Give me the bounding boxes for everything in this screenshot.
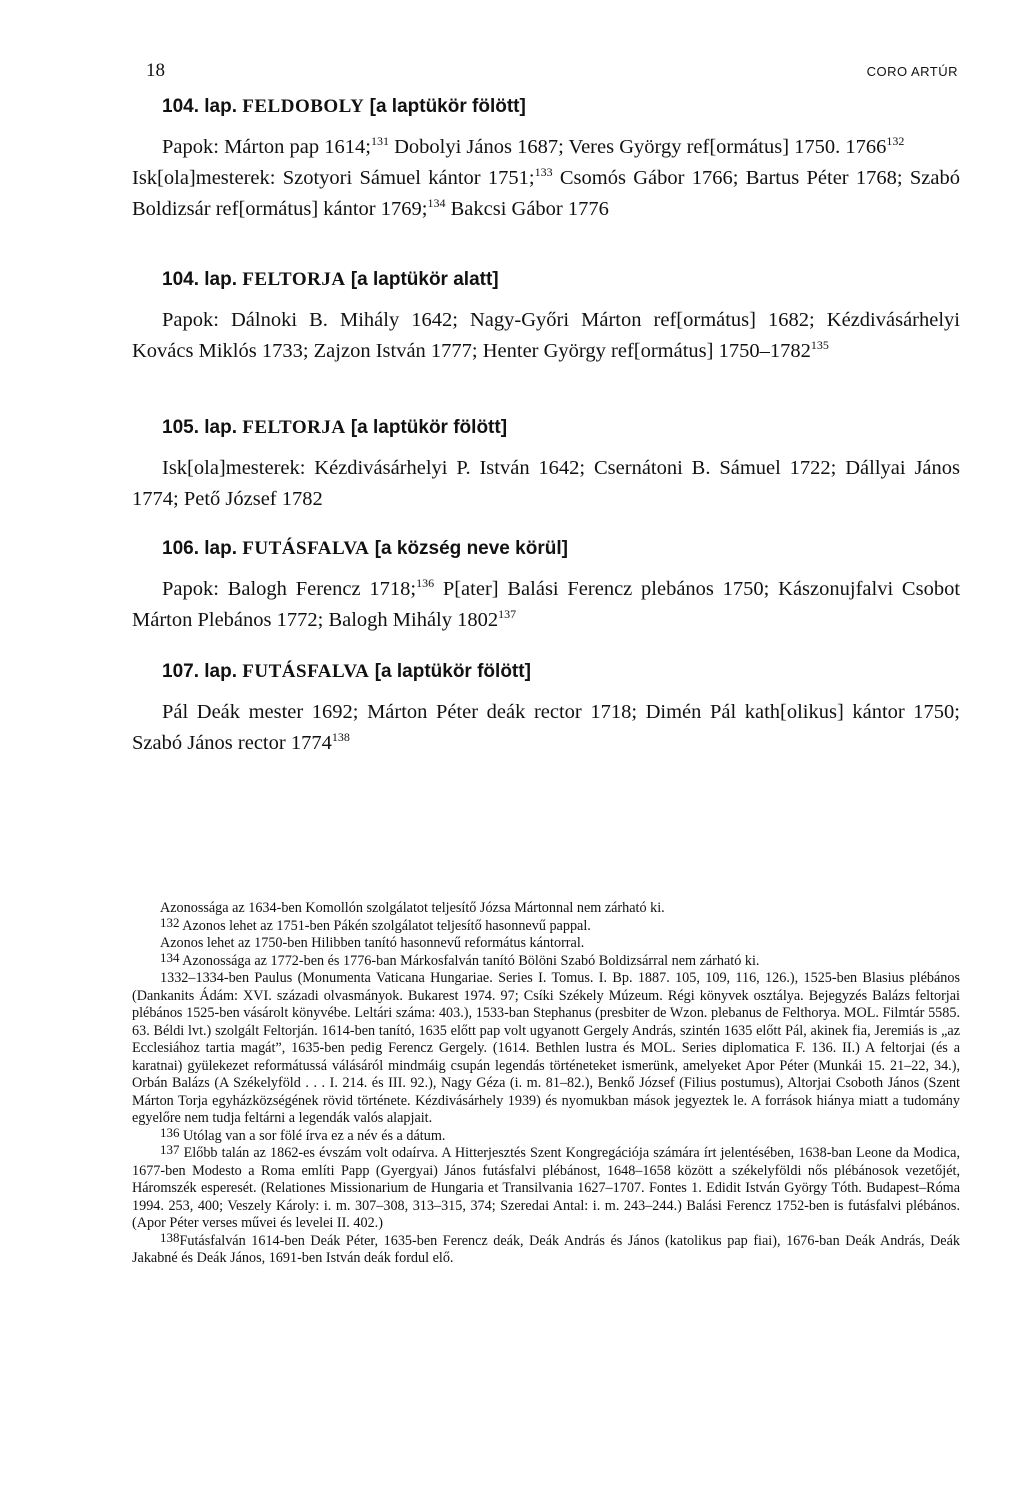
entry-lap: lap. [204, 96, 237, 117]
footnote-marker: 132 [160, 914, 180, 930]
entry-number: 106. [162, 538, 199, 559]
footnote-133: Azonos lehet az 1750-ben Hilibben tanító hasonnevű református kántorral. [160, 935, 585, 951]
location-note: [a község neve körül] [374, 538, 568, 559]
place-name: FELTORJA [242, 269, 346, 290]
footnote-ref: 133 [534, 165, 553, 179]
footnote-ref: 136 [416, 576, 435, 590]
place-name: FUTÁSFALVA [242, 538, 370, 559]
footnote-131: Azonossága az 1634-ben Komollón szolgálatot teljesítő Józsa Mártonnal nem zárható ki. [160, 900, 665, 916]
entry-heading [162, 415, 960, 441]
footnote-136: $^{136}$ Utólag van a sor fölé írva ez a név és a dátum. [160, 1124, 446, 1144]
footnote-137: $^{137}$ Előbb talán az 1862-es évszám volt odaírva. A Hitterjesztés Szent Kongregációja számára írt jelentésében, 1638-ban Leone da Modica, 1677-ben Modesto a Roma említi Papp (Gyergyai) János futásfalvi plébánost, 1648–1658 között a székelyföldi nős plébánosok vezetőjét, Háromszék esperesét. (Relationes Missionarium de Hungaria et Transilvania 1627–1707. Fontes 1. Edidit István György Tóth. Budapest–Róma 1994. 253, 400; Veszely Károly: i. m. 307–308, 313–315, 374; Szeredai Antal: i. m. 243–244.) Balási Ferencz 1752-ben is futásfalvi plébános. (Apor Péter verses művei és levelei II. 402.) [132, 1142, 961, 1231]
entry-heading [162, 536, 960, 562]
entry-number: 107. [162, 661, 199, 682]
location-note: [a laptükör fölött] [350, 417, 508, 438]
entry-104-feldoboly [132, 94, 960, 225]
entry-heading [162, 267, 960, 293]
footnote-ref: 138 [331, 730, 350, 744]
entry-number: 104. [162, 269, 199, 290]
entry-104-feltorja [132, 267, 960, 367]
place-name: FELTORJA [242, 417, 346, 438]
entry-105-feltorja [132, 415, 960, 515]
entry-heading [162, 94, 960, 120]
entry-text: Pál Deák mester 1692; Márton Péter deák rector 1718; Dimén Pál kath[olikus] kántor 1750; Szabó János rector 1774$^{138}$ [132, 701, 960, 754]
entry-106-futasfalva [132, 536, 960, 636]
footnote-ref: 132 [886, 134, 905, 148]
entry-lap: lap. [204, 661, 237, 682]
footnote-marker: 136 [160, 1124, 180, 1140]
entry-number: 105. [162, 417, 199, 438]
page-number: 18 [146, 60, 165, 81]
footnote-marker: 138 [160, 1229, 180, 1245]
footnote-135: 1332–1334-ben Paulus (Monumenta Vaticana Hungariae. Series I. Tomus. I. Bp. 1887. 105, 109, 116, 126.), 1525-ben Blasius plébános (Dankanits Ádám: XVI. századi olvasmányok. Bukarest 1974. 97; Csíki Székely Múzeum. Régi könyvek osztálya. Bejegyzés Balázs feltorjai plébános 1525-ben vásárolt könyvébe. Leltári száma: 403.), 1533-ban Stephanus (presbiter de Wzon. plebanus de Felthorya. MOL. Filmtár 5585. 63. Béldi lvt.) szolgált Feltorján. 1614-ben tanító, 1635 előtt pap volt ugyanott Gergely András, szintén 1635 előtt Pál, akinek fia, Jeremiás is „az Ecclesiához tartia magát”, 1635-ben pedig Ferencz Gergely. (1614. Bethlen lustra és MOL. Series diplomatica F. 136. II.) A feltorjai (és a karatnai) gyülekezet reformátussá válásáról mindmáig csupán legendás történeteket ismerünk, amelyeket Apor Péter (Munkái 15. 21–22, 34.), Orbán Balázs (A Székelyföld . . . I. 214. és III. 92.), Nagy Géza (i. m. 81–82.), Benkő József (Filius postumus), Altorjai Csoboth János (Szent Márton Torja egyházközségének rövid története. Kézdivásárhely 1939) és nyomukban mások jegyeztek le. A források hiánya miatt a tudomány egyelőre nem tudja feltárni a legendák valós alapjait. [132, 970, 960, 1126]
footnote-marker: 134 [160, 949, 180, 965]
footnote-ref: 135 [810, 338, 829, 352]
footnotes [132, 900, 960, 1268]
footnote-marker: 137 [160, 1142, 180, 1157]
footnote-ref: 134 [427, 196, 446, 210]
entry-text: Papok: Balogh Ferencz 1718;$^{136}$ P[ater] Balási Ferencz plebános 1750; Kászonujfalvi Csobot Márton Plebános 1772; Balogh Mihály 1802$^{137}$ [132, 576, 961, 631]
entry-lap: lap. [204, 269, 237, 290]
footnote-138: $^{138}$Futásfalván 1614-ben Deák Péter, 1635-ben Ferencz deák, Deák András és János (katolikus pap fiai), 1676-ban Deák András, Deák Jakabné és Deák János, 1691-ben István deák fordul elő. [132, 1229, 960, 1266]
entry-107-futasfalva [132, 659, 960, 759]
running-head: CORO ARTÚR [866, 64, 958, 79]
location-note: [a laptükör fölött] [369, 96, 526, 117]
entry-heading [162, 659, 960, 685]
footnote-132: $^{132}$ Azonos lehet az 1751-ben Pákén szolgálatot teljesítő hasonnevű pappal. [160, 914, 591, 934]
place-name: FUTÁSFALVA [242, 661, 370, 682]
entry-text: Isk[ola]mesterek: Kézdivásárhelyi P. István 1642; Csernátoni B. Sámuel 1722; Dállyai János 1774; Pető József 1782 [132, 457, 960, 510]
footnote-134: $^{134}$ Azonossága az 1772-ben és 1776-ban Márkosfalván tanító Bölöni Szabó Boldizsárral nem zárható ki. [160, 949, 760, 969]
entry-text: Papok: Márton pap 1614;$^{131}$ Dobolyi János 1687; Veres György ref[ormátus] 1750. 1766$^{132}$ Isk[ola]mesterek: Szotyori Sámuel kántor 1751;$^{133}$ Csomós Gábor 1766; Bartus Péter 1768; Szabó Boldizsár ref[ormátus] kántor 1769;$^{134}$ Bakcsi Gábor 1776 [132, 134, 960, 220]
location-note: [a laptükör fölött] [374, 661, 531, 682]
entry-lap: lap. [204, 538, 237, 559]
entry-number: 104. [162, 96, 199, 117]
entry-lap: lap. [204, 417, 237, 438]
footnote-ref: 137 [498, 607, 517, 621]
footnote-ref: 131 [370, 134, 389, 148]
place-name: FELDOBOLY [242, 96, 365, 117]
entry-text: Papok: Dálnoki B. Mihály 1642; Nagy-Győri Márton ref[ormátus] 1682; Kézdivásárhelyi Kovács Miklós 1733; Zajzon István 1777; Henter György ref[ormátus] 1750–1782$^{135}$ [132, 309, 960, 362]
location-note: [a laptükör alatt] [350, 269, 499, 290]
